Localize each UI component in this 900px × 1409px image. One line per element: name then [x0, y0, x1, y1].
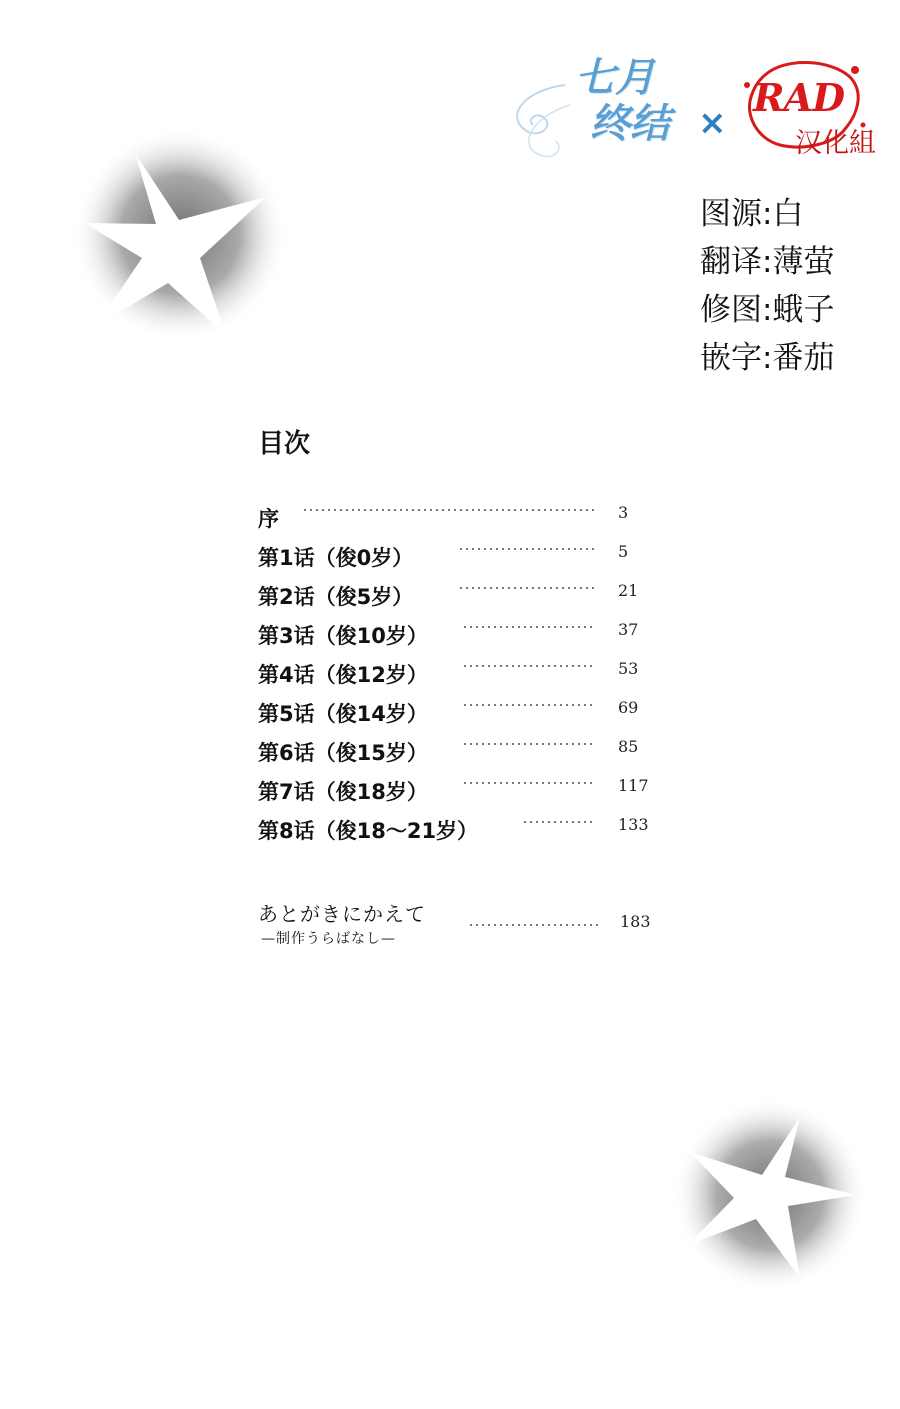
star-decoration-bottom	[670, 1095, 870, 1295]
toc-entry-title: 第5话（俊14岁）	[258, 702, 428, 726]
toc-leader-dots	[462, 743, 594, 745]
rad-logo-text: RAD	[753, 75, 845, 120]
toc-heading: 目次	[258, 429, 311, 459]
credit-translation: 翻译:薄萤	[700, 244, 835, 280]
toc-entry-title: 第4话（俊12岁）	[258, 663, 428, 687]
toc-leader-dots	[458, 548, 594, 550]
toc-entry-title: 第7话（俊18岁）	[258, 780, 428, 804]
toc-afterword-entry	[258, 898, 678, 958]
toc-entry-page: 133	[618, 815, 649, 834]
afterword-page: 183	[620, 912, 651, 931]
toc-leader-dots	[462, 782, 594, 784]
toc-entry-page: 53	[618, 659, 639, 678]
credit-source: 图源:白	[700, 196, 804, 232]
toc-leader-dots	[462, 665, 594, 667]
toc-leader-dots	[468, 924, 598, 926]
rad-logo-subtitle: 汉化組	[795, 128, 876, 159]
toc-entry-title: 序	[258, 507, 279, 531]
toc-entry-page: 37	[618, 620, 639, 639]
toc-leader-dots	[302, 509, 594, 511]
credits	[700, 190, 834, 382]
toc-entry-page: 117	[618, 776, 649, 795]
toc-leader-dots	[458, 587, 594, 589]
collab-cross: ×	[698, 103, 727, 143]
afterword-subtitle: —制作うらばなし—	[261, 931, 396, 947]
logo-text-line2: 终结	[590, 100, 670, 147]
logo-text-line1: 七月	[575, 54, 655, 101]
qiyue-logo	[545, 55, 685, 147]
toc-leader-dots	[462, 626, 594, 628]
star-decoration-top	[70, 125, 290, 345]
toc-entry-page: 5	[618, 542, 629, 561]
toc-leader-dots	[462, 704, 594, 706]
toc-entry-title: 第1话（俊0岁）	[258, 546, 414, 570]
afterword-title: あとがきにかえて	[258, 902, 426, 926]
toc-entry-title: 第6话（俊15岁）	[258, 741, 428, 765]
toc-entry-page: 69	[618, 698, 639, 717]
toc-entry-page: 3	[618, 503, 629, 522]
toc-entry-title: 第8话（俊18～21岁）	[258, 819, 479, 843]
toc-entry-page: 85	[618, 737, 639, 756]
toc-leader-dots	[522, 821, 594, 823]
credit-typesetting: 嵌字:番茄	[700, 340, 835, 376]
toc-entry-page: 21	[618, 581, 639, 600]
credit-editing: 修图:蛾子	[700, 292, 835, 328]
toc-entry-title: 第3话（俊10岁）	[258, 624, 428, 648]
group-logos	[495, 55, 885, 175]
toc-entry-title: 第2话（俊5岁）	[258, 585, 414, 609]
